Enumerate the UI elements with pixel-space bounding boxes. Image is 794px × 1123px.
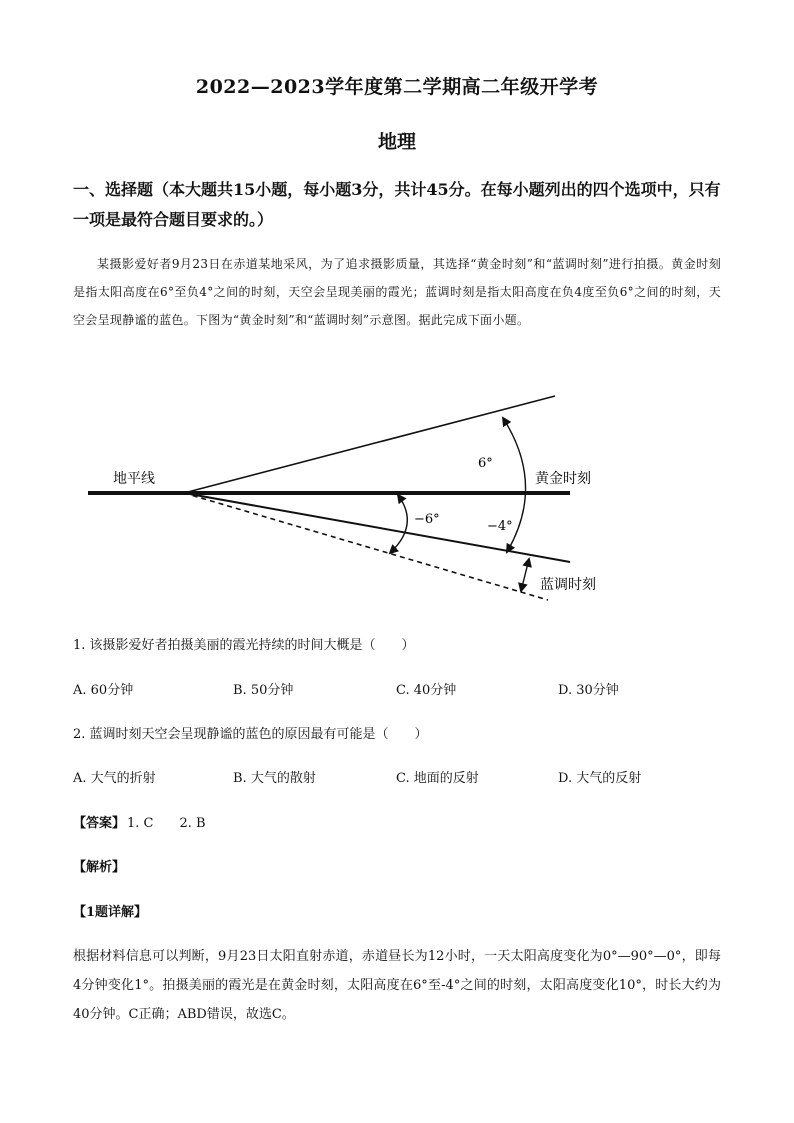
- option-2b[interactable]: B. 大气的散射: [233, 771, 316, 786]
- blue-hour-label: 蓝调时刻: [540, 577, 596, 593]
- option-2d[interactable]: D. 大气的反射: [558, 771, 642, 786]
- explanation-paragraph: 根据材料信息可以判断，9月23日太阳直射赤道，赤道昼长为12小时，一天太阳高度变化为0°—90°—0°，即每4分钟变化1°。拍摄美丽的霞光是在黄金时刻，太阳高度在6°至-4°之间的时刻，太阳高度变化10°，时长大约为40分钟。C正确；ABD错误，故选C。: [73, 949, 721, 1022]
- question-2-stem: 2. 蓝调时刻天空会呈现静谧的蓝色的原因最有可能是（ ）: [73, 727, 428, 742]
- exam-title: 2022—2023学年度第二学期高二年级开学考: [195, 76, 599, 98]
- material-paragraph: 某摄影爱好者9月23日在赤道某地采风，为了追求摄影质量，其选择“黄金时刻”和“蓝调时刻”进行拍摄。黄金时刻是指太阳高度在6°至负4°之间的时刻，天空会呈现美丽的霞光；蓝调时刻是指太阳高度在负4度至负6°之间的时刻，天空会呈现静谧的蓝色。下图为“黄金时刻”和“蓝调时刻”示意图。据此完成下面小题。: [73, 257, 721, 327]
- option-1b[interactable]: B. 50分钟: [233, 683, 294, 698]
- golden-blue-hour-diagram: [80, 385, 640, 610]
- angle-minus-4-label: −4°: [487, 519, 513, 534]
- horizon-label: 地平线: [113, 471, 155, 487]
- subject-title: 地理: [377, 131, 416, 153]
- answer-2: 2. B: [179, 816, 206, 831]
- answer-label: 【答案】: [73, 816, 126, 831]
- analysis-label: 【解析】: [73, 860, 126, 875]
- option-1c[interactable]: C. 40分钟: [396, 683, 457, 698]
- option-2a[interactable]: A. 大气的折射: [73, 771, 156, 786]
- angle-minus-6-label: −6°: [414, 512, 440, 527]
- question-1-stem: 1. 该摄影爱好者拍摄美丽的霞光持续的时间大概是（ ）: [73, 638, 415, 653]
- option-2c[interactable]: C. 地面的反射: [396, 771, 479, 786]
- angle-plus-6-label: 6°: [478, 456, 493, 471]
- option-1a[interactable]: A. 60分钟: [73, 683, 134, 698]
- section-heading: 一、选择题（本大题共15小题，每小题3分，共计45分。在每小题列出的四个选项中，只有一项是最符合题目要求的。）: [73, 180, 721, 229]
- ray-minus-6: [184, 493, 548, 600]
- blue-hour-arrow: [521, 559, 529, 591]
- option-1d[interactable]: D. 30分钟: [558, 683, 619, 698]
- answer-1: 1. C: [127, 816, 154, 831]
- detail-label: 【1题详解】: [73, 905, 148, 920]
- ray-plus-6: [184, 396, 555, 493]
- minus-6-arc: [390, 495, 407, 553]
- answer-line: [73, 812, 206, 831]
- golden-hour-label: 黄金时刻: [535, 471, 591, 487]
